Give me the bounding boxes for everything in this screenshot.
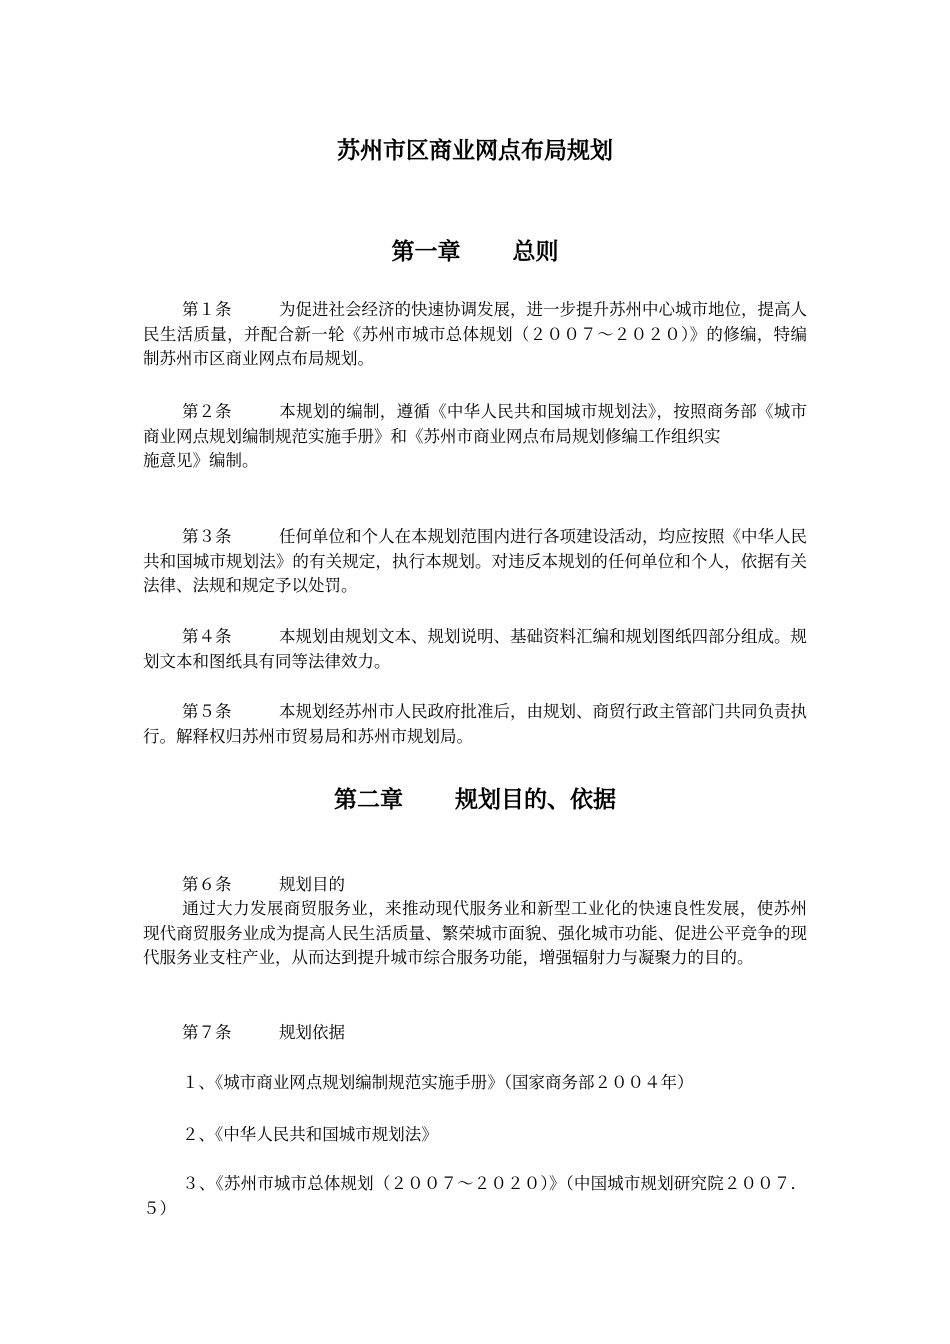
basis-item-3-text: ３、《苏州市城市总体规划（２００７～２０２０）》（中国城市规划研究院２００７．５） (143, 1174, 807, 1218)
article-3-text: 任何单位和个人在本规划范围内进行各项建设活动，均应按照《中华人民共和国城市规划法》的有关规定，执行本规划。对违反本规划的任何单位和个人，依据有关法律、法规和规定予以处罚。 (143, 527, 807, 595)
article-7-label: 第７条 (182, 1023, 232, 1042)
chapter-2-heading (0, 783, 950, 817)
article-4 (143, 625, 807, 674)
basis-item-1 (143, 1071, 807, 1096)
article-2-text-continued: 施意见》编制。 (143, 451, 259, 470)
basis-item-2-text: ２、《中华人民共和国城市规划法》 (182, 1125, 438, 1144)
article-6-body (143, 897, 807, 971)
chapter-2-label: 第二章 (334, 787, 403, 813)
chapter-1-heading (0, 235, 950, 269)
basis-item-3 (143, 1172, 807, 1221)
article-4-label: 第４条 (182, 627, 232, 646)
basis-item-2 (143, 1123, 807, 1148)
article-1 (143, 298, 807, 372)
article-6-body-text: 通过大力发展商贸服务业，来推动现代服务业和新型工业化的快速良性发展，使苏州现代商贸服务业成为提高人民生活质量、繁荣城市面貌、强化城市功能、促进公平竞争的现代服务业支柱产业，从而达到提升城市综合服务功能，增强辐射力与凝聚力的目的。 (143, 899, 807, 967)
article-7-heading (143, 1021, 807, 1046)
article-5-label: 第５条 (182, 702, 232, 721)
article-2-text: 本规划的编制，遵循《中华人民共和国城市规划法》，按照商务部《城市商业网点规划编制规范实施手册》和《苏州市商业网点布局规划修编工作组织实 (143, 402, 807, 446)
article-3-label: 第３条 (182, 527, 232, 546)
article-3 (143, 525, 807, 599)
article-6-label: 第６条 (182, 875, 232, 894)
article-7-heading-text: 规划依据 (279, 1023, 345, 1042)
article-4-text: 本规划由规划文本、规划说明、基础资料汇编和规划图纸四部分组成。规划文本和图纸具有同等法律效力。 (143, 627, 807, 671)
article-2-label: 第２条 (182, 402, 232, 421)
article-1-label: 第１条 (182, 300, 232, 319)
article-5-text: 本规划经苏州市人民政府批准后，由规划、商贸行政主管部门共同负责执行。解释权归苏州市贸易局和苏州市规划局。 (143, 702, 807, 746)
chapter-1-label: 第一章 (391, 239, 461, 265)
article-5 (143, 700, 807, 749)
document-title: 苏州市区商业网点布局规划 (337, 138, 613, 164)
basis-item-1-text: １、《城市商业网点规划编制规范实施手册》（国家商务部２００４年） (182, 1073, 694, 1092)
article-2 (143, 400, 807, 474)
article-6-heading (143, 873, 807, 898)
chapter-2-name: 规划目的、依据 (455, 787, 616, 813)
chapter-1-name: 总则 (512, 239, 559, 265)
article-6-heading-text: 规划目的 (279, 875, 345, 894)
article-1-text: 为促进社会经济的快速协调发展，进一步提升苏州中心城市地位，提高人民生活质量，并配合新一轮《苏州市城市总体规划（２００７～２０２０）》的修编，特编制苏州市区商业网点布局规划。 (143, 300, 807, 368)
